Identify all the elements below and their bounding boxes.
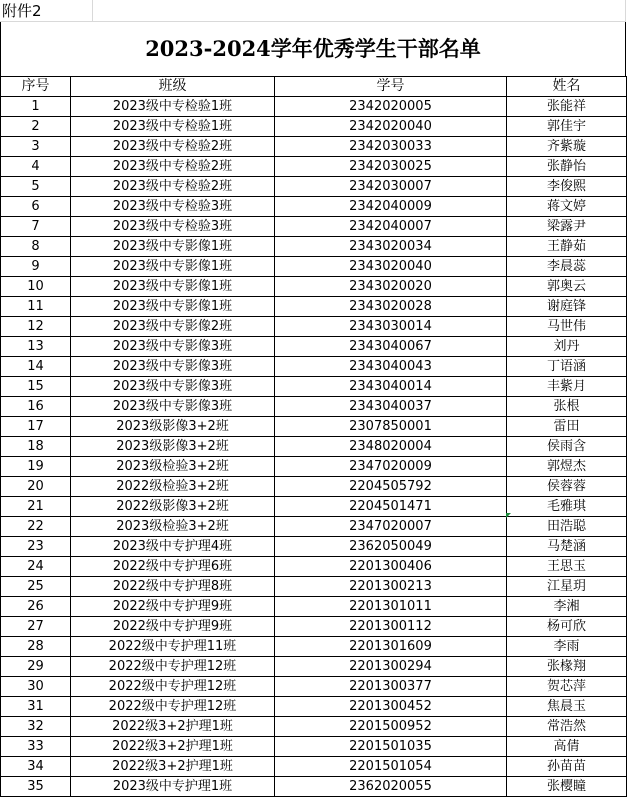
table-row [1, 717, 627, 737]
table-row [1, 337, 627, 357]
cell-student-id[interactable]: 2201300406 [275, 557, 507, 577]
cell-name[interactable]: 田浩聪 [507, 517, 627, 537]
cell-index[interactable]: 21 [1, 497, 71, 517]
cell-class[interactable]: 2023级中专检验1班 [71, 97, 275, 117]
cell-student-id[interactable]: 2201300452 [275, 697, 507, 717]
table-row [1, 137, 627, 157]
header-row [1, 77, 627, 97]
cell-name[interactable]: 郭煜杰 [507, 457, 627, 477]
cell-name[interactable]: 梁露尹 [507, 217, 627, 237]
cell-name[interactable]: 谢庭锋 [507, 297, 627, 317]
cell-name[interactable]: 焦晨玉 [507, 697, 627, 717]
cell-class[interactable]: 2022级3+2护理1班 [71, 757, 275, 777]
cell-class[interactable]: 2023级中专影像3班 [71, 337, 275, 357]
table-row [1, 117, 627, 137]
cell-student-id[interactable]: 2343020040 [275, 257, 507, 277]
cell-name[interactable]: 郭奥云 [507, 277, 627, 297]
table-row [1, 197, 627, 217]
cell-student-id[interactable]: 2343040014 [275, 377, 507, 397]
cell-name[interactable]: 李俊熙 [507, 177, 627, 197]
table-row [1, 497, 627, 517]
cell-class[interactable]: 2022级中专护理11班 [71, 637, 275, 657]
cell-student-id[interactable]: 2362050049 [275, 537, 507, 557]
cell-student-id[interactable]: 2343040043 [275, 357, 507, 377]
cell-index[interactable]: 29 [1, 657, 71, 677]
cell-class[interactable]: 2022级影像3+2班 [71, 497, 275, 517]
cell-class[interactable]: 2023级影像3+2班 [71, 417, 275, 437]
cell-index[interactable]: 1 [1, 97, 71, 117]
cell-index[interactable]: 5 [1, 177, 71, 197]
cell-name[interactable]: 蒋文婷 [507, 197, 627, 217]
cell-student-id[interactable]: 2342030007 [275, 177, 507, 197]
cell-student-id[interactable]: 2342030033 [275, 137, 507, 157]
table-row [1, 477, 627, 497]
cell-name[interactable]: 张静怡 [507, 157, 627, 177]
cell-index[interactable]: 14 [1, 357, 71, 377]
cell-class[interactable]: 2022级检验3+2班 [71, 477, 275, 497]
header-class[interactable]: 班级 [71, 77, 275, 97]
table-row [1, 397, 627, 417]
attachment-label: 附件2 [2, 2, 42, 20]
cell-class[interactable]: 2023级中专检验2班 [71, 177, 275, 197]
cell-index[interactable]: 9 [1, 257, 71, 277]
cell-class[interactable]: 2022级中专护理9班 [71, 597, 275, 617]
cell-index[interactable]: 27 [1, 617, 71, 637]
table-row [1, 537, 627, 557]
cell-class[interactable]: 2023级中专影像3班 [71, 397, 275, 417]
cell-name[interactable]: 丰紫月 [507, 377, 627, 397]
cell-class[interactable]: 2022级中专护理9班 [71, 617, 275, 637]
cell-name[interactable]: 贺芯萍 [507, 677, 627, 697]
cell-index[interactable]: 28 [1, 637, 71, 657]
cell-class[interactable]: 2023级中专影像1班 [71, 257, 275, 277]
cell-index[interactable]: 6 [1, 197, 71, 217]
cell-index[interactable]: 10 [1, 277, 71, 297]
cell-name[interactable]: 王思玉 [507, 557, 627, 577]
cell-index[interactable]: 12 [1, 317, 71, 337]
cell-class[interactable]: 2022级中专护理6班 [71, 557, 275, 577]
cell-name[interactable]: 李湘 [507, 597, 627, 617]
roster-table [0, 76, 627, 797]
cell-class[interactable]: 2023级检验3+2班 [71, 457, 275, 477]
cell-index[interactable]: 2 [1, 117, 71, 137]
cell-student-id[interactable]: 2343040037 [275, 397, 507, 417]
cell-class[interactable]: 2023级中专检验3班 [71, 217, 275, 237]
table-row [1, 777, 627, 797]
cell-class[interactable]: 2023级中专影像1班 [71, 277, 275, 297]
table-row [1, 277, 627, 297]
cell-class[interactable]: 2022级中专护理12班 [71, 697, 275, 717]
table-row [1, 417, 627, 437]
table-row [1, 437, 627, 457]
cell-student-id[interactable]: 2201501054 [275, 757, 507, 777]
cell-student-id[interactable]: 2201300377 [275, 677, 507, 697]
cell-name[interactable]: 丁语涵 [507, 357, 627, 377]
header-name[interactable]: 姓名 [507, 77, 627, 97]
cell-class[interactable]: 2022级3+2护理1班 [71, 717, 275, 737]
cell-index[interactable]: 22 [1, 517, 71, 537]
cell-class[interactable]: 2023级检验3+2班 [71, 517, 275, 537]
cell-name[interactable]: 张根 [507, 397, 627, 417]
cell-name[interactable]: 常浩然 [507, 717, 627, 737]
cell-index[interactable]: 24 [1, 557, 71, 577]
cell-student-id[interactable]: 2362020055 [275, 777, 507, 797]
table-row [1, 157, 627, 177]
cell-class[interactable]: 2022级3+2护理1班 [71, 737, 275, 757]
cell-student-id[interactable]: 2342020005 [275, 97, 507, 117]
cell-index[interactable]: 15 [1, 377, 71, 397]
cell-index[interactable]: 17 [1, 417, 71, 437]
cell-class[interactable]: 2023级影像3+2班 [71, 437, 275, 457]
cell-name[interactable]: 孙苗苗 [507, 757, 627, 777]
header-index[interactable]: 序号 [1, 77, 71, 97]
cell-class[interactable]: 2023级中专检验2班 [71, 137, 275, 157]
cell-index[interactable]: 7 [1, 217, 71, 237]
cell-student-id[interactable]: 2342030025 [275, 157, 507, 177]
cell-index[interactable]: 8 [1, 237, 71, 257]
cell-index[interactable]: 13 [1, 337, 71, 357]
table-row [1, 457, 627, 477]
cell-student-id[interactable]: 2343040067 [275, 337, 507, 357]
cell-name[interactable]: 李晨蕊 [507, 257, 627, 277]
cell-class[interactable]: 2022级中专护理12班 [71, 657, 275, 677]
table-row [1, 737, 627, 757]
cell-class[interactable]: 2023级中专影像2班 [71, 317, 275, 337]
table-row [1, 697, 627, 717]
cell-index[interactable]: 19 [1, 457, 71, 477]
table-row [1, 617, 627, 637]
cell-student-id[interactable]: 2342020040 [275, 117, 507, 137]
cell-name[interactable]: 马世伟 [507, 317, 627, 337]
cell-class[interactable]: 2023级中专护理4班 [71, 537, 275, 557]
cell-index[interactable]: 30 [1, 677, 71, 697]
cell-student-id[interactable]: 2201501035 [275, 737, 507, 757]
cell-student-id[interactable]: 2343020028 [275, 297, 507, 317]
cell-name[interactable]: 毛雅琪 [507, 497, 627, 517]
table-row [1, 597, 627, 617]
cell-student-id[interactable]: 2201500952 [275, 717, 507, 737]
cell-index[interactable]: 18 [1, 437, 71, 457]
table-row [1, 257, 627, 277]
table-row [1, 317, 627, 337]
cell-index[interactable]: 26 [1, 597, 71, 617]
cell-index[interactable]: 33 [1, 737, 71, 757]
cell-class[interactable]: 2023级中专影像1班 [71, 297, 275, 317]
table-row [1, 517, 627, 537]
cell-student-id[interactable]: 2201301011 [275, 597, 507, 617]
cell-index[interactable]: 32 [1, 717, 71, 737]
cell-name[interactable]: 郭佳宇 [507, 117, 627, 137]
attachment-label-cell[interactable] [0, 0, 626, 22]
cell-name[interactable]: 李雨 [507, 637, 627, 657]
table-row [1, 237, 627, 257]
cell-student-id[interactable]: 2347020009 [275, 457, 507, 477]
cell-name[interactable]: 张椽翔 [507, 657, 627, 677]
roster-body [1, 97, 627, 797]
cell-student-id[interactable]: 2342040007 [275, 217, 507, 237]
cell-student-id[interactable]: 2201300112 [275, 617, 507, 637]
cell-index[interactable]: 16 [1, 397, 71, 417]
table-row [1, 177, 627, 197]
cell-student-id[interactable]: 2343020020 [275, 277, 507, 297]
cell-student-id[interactable]: 2342040009 [275, 197, 507, 217]
cell-class[interactable]: 2022级中专护理12班 [71, 677, 275, 697]
cell-index[interactable]: 23 [1, 537, 71, 557]
cell-comment-indicator [506, 513, 511, 518]
cell-name[interactable]: 侯蓉蓉 [507, 477, 627, 497]
cell-name[interactable]: 齐紫璇 [507, 137, 627, 157]
cell-index[interactable]: 3 [1, 137, 71, 157]
cell-class[interactable]: 2023级中专检验3班 [71, 197, 275, 217]
cell-student-id[interactable]: 2201300294 [275, 657, 507, 677]
cell-name[interactable]: 侯雨含 [507, 437, 627, 457]
cell-class[interactable]: 2023级中专检验2班 [71, 157, 275, 177]
table-row [1, 657, 627, 677]
cell-name[interactable]: 刘丹 [507, 337, 627, 357]
cell-class[interactable]: 2023级中专检验1班 [71, 117, 275, 137]
table-row [1, 297, 627, 317]
header-student-id[interactable]: 学号 [275, 77, 507, 97]
cell-student-id[interactable]: 2307850001 [275, 417, 507, 437]
table-row [1, 357, 627, 377]
cell-student-id[interactable]: 2201301609 [275, 637, 507, 657]
cell-student-id[interactable]: 2204501471 [275, 497, 507, 517]
cell-index[interactable]: 25 [1, 577, 71, 597]
cell-name[interactable]: 马楚涵 [507, 537, 627, 557]
cell-student-id[interactable]: 2348020004 [275, 437, 507, 457]
cell-name[interactable]: 张樱瞳 [507, 777, 627, 797]
cell-class[interactable]: 2023级中专影像1班 [71, 237, 275, 257]
cell-index[interactable]: 11 [1, 297, 71, 317]
table-row [1, 677, 627, 697]
cell-index[interactable]: 20 [1, 477, 71, 497]
cell-class[interactable]: 2023级中专护理1班 [71, 777, 275, 797]
cell-student-id[interactable]: 2204505792 [275, 477, 507, 497]
cell-name[interactable]: 雷田 [507, 417, 627, 437]
cell-name[interactable]: 江星玥 [507, 577, 627, 597]
cell-name[interactable]: 王静茹 [507, 237, 627, 257]
cell-name[interactable]: 杨可欣 [507, 617, 627, 637]
cell-class[interactable]: 2023级中专影像3班 [71, 377, 275, 397]
cell-student-id[interactable]: 2347020007 [275, 517, 507, 537]
sheet-title[interactable]: 2023-2024学年优秀学生干部名单 [0, 22, 626, 76]
table-row [1, 557, 627, 577]
table-row [1, 377, 627, 397]
cell-student-id[interactable]: 2343030014 [275, 317, 507, 337]
cell-class[interactable]: 2022级中专护理8班 [71, 577, 275, 597]
table-row [1, 97, 627, 117]
cell-name[interactable]: 高倩 [507, 737, 627, 757]
cell-index[interactable]: 31 [1, 697, 71, 717]
cell-student-id[interactable]: 2201300213 [275, 577, 507, 597]
table-row [1, 577, 627, 597]
cell-index[interactable]: 4 [1, 157, 71, 177]
table-row [1, 217, 627, 237]
cell-student-id[interactable]: 2343020034 [275, 237, 507, 257]
cell-index[interactable]: 35 [1, 777, 71, 797]
cell-index[interactable]: 34 [1, 757, 71, 777]
table-row [1, 637, 627, 657]
cell-name[interactable]: 张能祥 [507, 97, 627, 117]
cell-class[interactable]: 2023级中专影像3班 [71, 357, 275, 377]
